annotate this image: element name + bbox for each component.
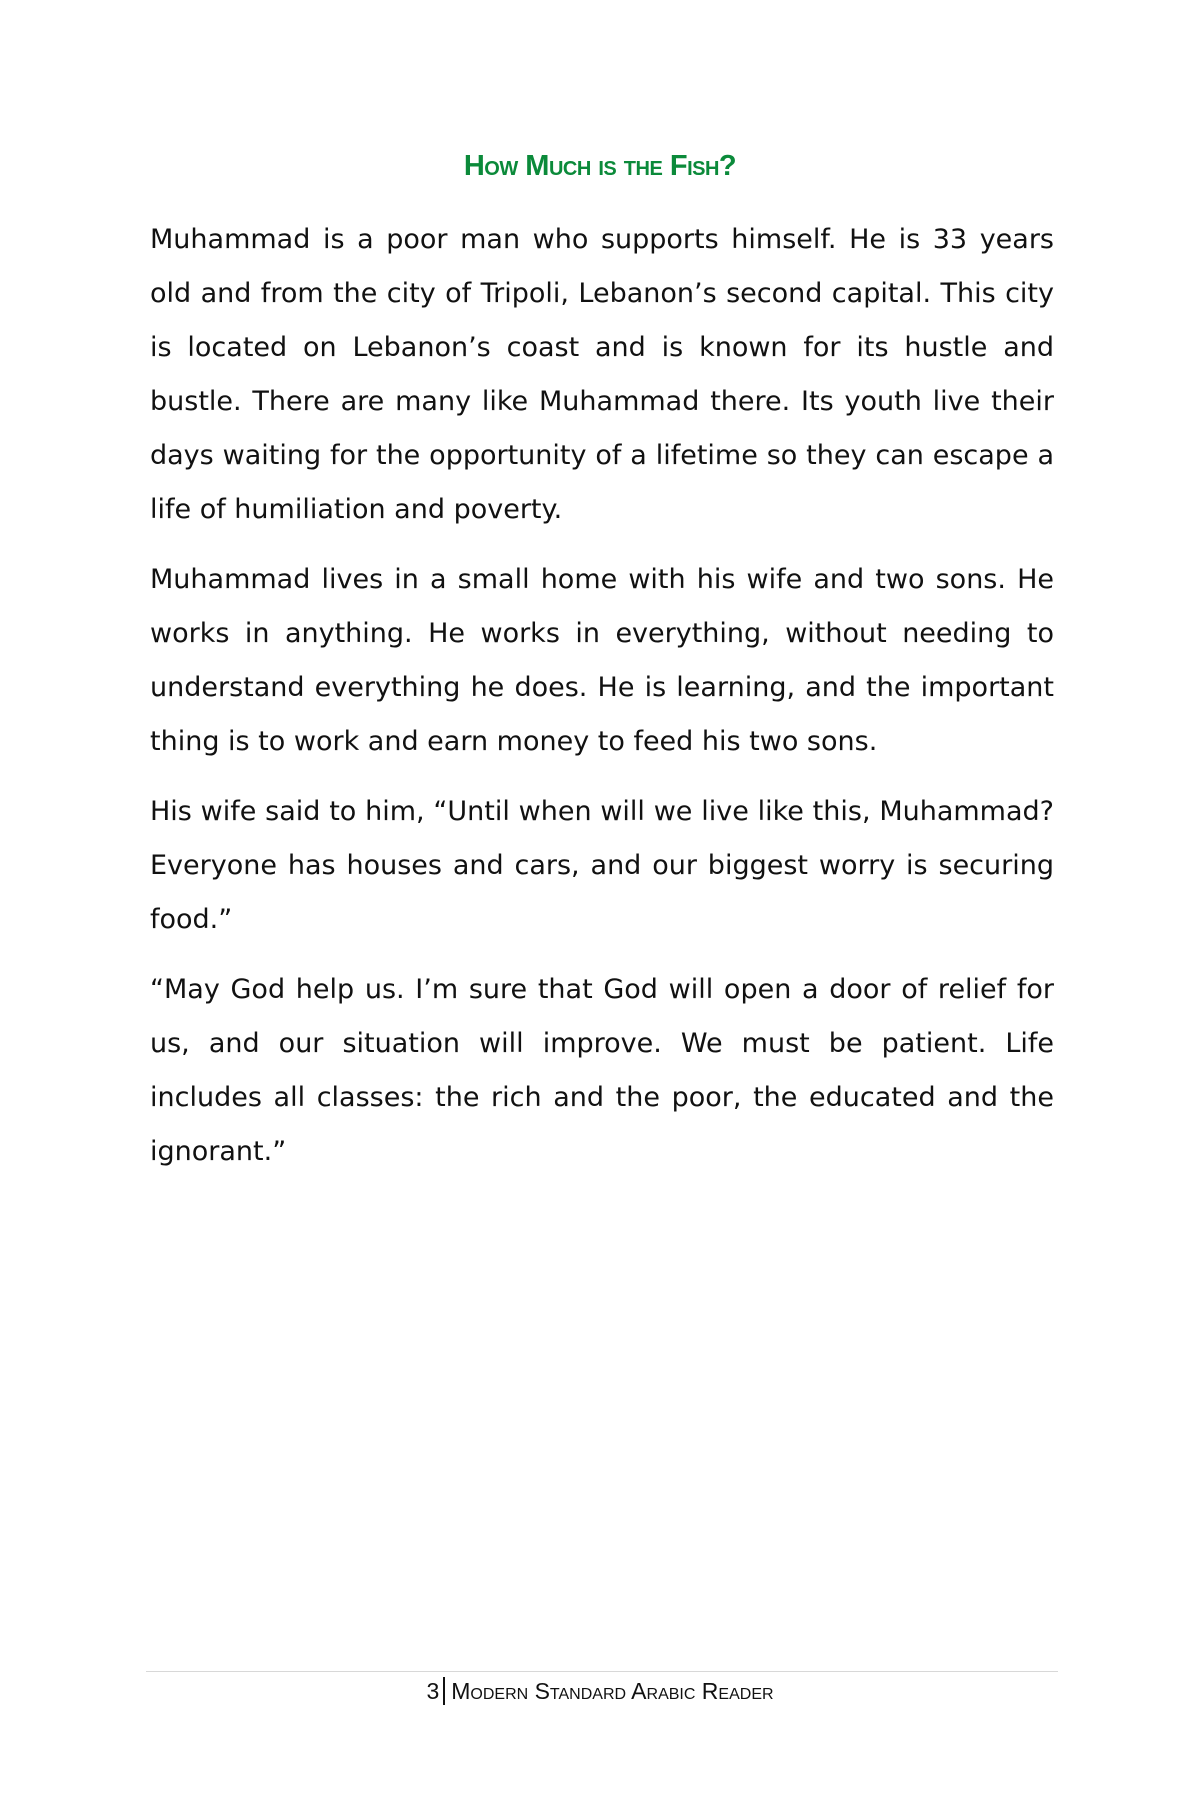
paragraph-4: “May God help us. I’m sure that God will open a door of relief for us, and our situation will improve. We must be patient. Life includes all classes: the rich and the poor, the educated and the ignorant.” xyxy=(150,974,1054,1167)
footer-divider xyxy=(146,1671,1058,1672)
footer-separator xyxy=(443,1677,445,1705)
page-number: 3 xyxy=(426,1678,440,1704)
paragraph-1: Muhammad is a poor man who supports himself. He is 33 years old and from the city of Tripoli, Lebanon’s second capital. This city is located on Lebanon’s coast and is known for its hustle and bustle. There are many like Muhammad there. Its youth live their days waiting for the opportunity of a lifetime so they can escape a life of humiliation and poverty. xyxy=(150,224,1054,525)
story-title: How Much is the Fish? xyxy=(463,150,737,182)
paragraph-3: His wife said to him, “Until when will we live like this, Muhammad? Everyone has houses and cars, and our biggest worry is securing food.” xyxy=(150,796,1054,935)
book-title: Modern Standard Arabic Reader xyxy=(451,1678,774,1704)
story-body xyxy=(150,213,1054,1195)
paragraph-2: Muhammad lives in a small home with his wife and two sons. He works in anything. He works in everything, without needing to understand everything he does. He is learning, and the important thing is to work and earn money to feed his two sons. xyxy=(150,564,1054,757)
page-footer xyxy=(0,1677,1200,1705)
